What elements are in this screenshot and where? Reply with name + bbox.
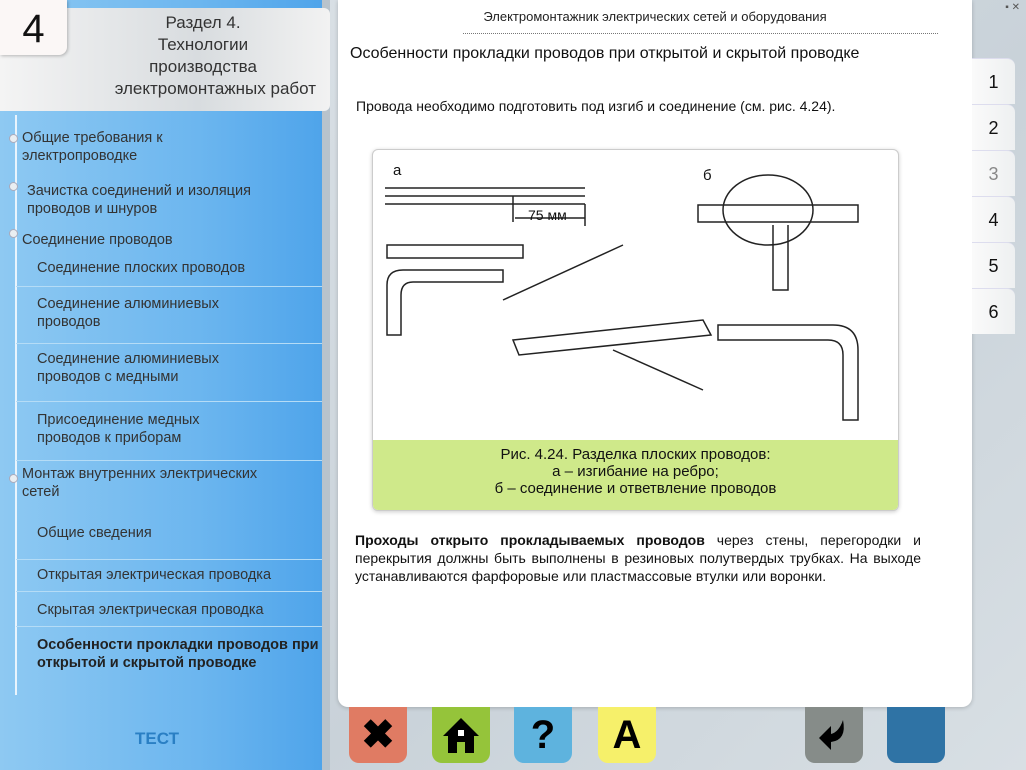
tab-page-2[interactable]: 2 bbox=[972, 104, 1015, 150]
sidebar-item[interactable]: Монтаж внутренних электрических сетей bbox=[22, 466, 258, 500]
body-bold: Проходы открыто прокладываемых проводов bbox=[355, 532, 705, 548]
caption-line: б – соединение и ответвление проводов bbox=[494, 480, 777, 497]
sidebar-item[interactable]: Общие сведения bbox=[16, 524, 322, 560]
next-button[interactable] bbox=[887, 707, 945, 763]
bullet-icon bbox=[9, 474, 18, 483]
tab-page-5[interactable]: 5 bbox=[972, 242, 1015, 288]
bullet-icon bbox=[9, 182, 18, 191]
intro-text: Провода необходимо подготовить под изгиб и соединение (см. рис. 4.24). bbox=[356, 98, 836, 114]
close-icon[interactable]: ✕ bbox=[1011, 2, 1020, 13]
window-controls bbox=[1005, 2, 1020, 13]
chapter-title-line: Раздел 4. bbox=[165, 13, 241, 32]
minimize-icon[interactable]: ▪ bbox=[1005, 2, 1009, 13]
body-text bbox=[355, 531, 921, 585]
chapter-title-line: производства bbox=[149, 57, 257, 76]
sidebar-item[interactable]: Общие требования к электропроводке bbox=[22, 130, 163, 164]
figure-caption bbox=[373, 440, 898, 510]
back-button[interactable] bbox=[805, 707, 863, 763]
home-icon bbox=[441, 716, 481, 754]
sidebar-item[interactable]: Открытая электрическая проводка bbox=[16, 566, 322, 592]
course-title: Электромонтажник электрических сетей и оборудования bbox=[483, 9, 827, 24]
caption-line: а – изгибание на ребро; bbox=[552, 463, 719, 480]
divider bbox=[463, 33, 938, 34]
chapter-title-line: Технологии bbox=[157, 35, 249, 54]
sidebar-item[interactable]: Соединение плоских проводов bbox=[16, 259, 322, 287]
sidebar bbox=[0, 0, 330, 770]
letter-a-icon: A bbox=[612, 712, 642, 757]
glossary-button[interactable] bbox=[598, 707, 656, 763]
bullet-icon bbox=[9, 229, 18, 238]
sidebar-item-active[interactable]: Особенности прокладки проводов при открытой и скрытой проводке bbox=[37, 637, 319, 671]
page-title: Особенности прокладки проводов при открытой и скрытой проводке bbox=[350, 45, 860, 62]
close-button[interactable] bbox=[349, 707, 407, 763]
return-arrow-icon bbox=[817, 718, 851, 752]
tab-page-1[interactable]: 1 bbox=[972, 58, 1015, 104]
sidebar-item[interactable]: Соединение алюминиевых проводов bbox=[16, 295, 322, 344]
body-rest: через стены, перегородки и перекрытия должны быть выполнены в резиновых полутвердых трубках. На выходе устанавливаются фарфоровые или пластмассовые втулки или воронки. bbox=[355, 532, 921, 584]
content-panel bbox=[338, 0, 972, 707]
test-button[interactable]: ТЕСТ bbox=[135, 729, 179, 748]
page-tabs bbox=[972, 58, 1015, 334]
close-x-icon: ✖ bbox=[361, 713, 395, 757]
sidebar-item[interactable]: Зачистка соединений и изоляция проводов и шнуров bbox=[27, 183, 251, 217]
caption-line: Рис. 4.24. Разделка плоских проводов: bbox=[500, 446, 771, 463]
chapter-title-line: электромонтажных работ bbox=[114, 79, 316, 98]
tab-page-3[interactable]: 3 bbox=[972, 150, 1015, 196]
home-button[interactable] bbox=[432, 707, 490, 763]
tab-page-4[interactable]: 4 bbox=[972, 196, 1015, 242]
bullet-icon bbox=[9, 134, 18, 143]
sidebar-item[interactable]: Скрытая электрическая проводка bbox=[16, 601, 322, 627]
tab-page-6[interactable]: 6 bbox=[972, 288, 1015, 334]
dimension-label: 75 мм bbox=[528, 207, 567, 223]
chapter-number: 4 bbox=[0, 0, 67, 55]
label-b: б bbox=[703, 167, 712, 184]
sidebar-item[interactable]: Присоединение медных проводов к приборам bbox=[16, 411, 322, 461]
sidebar-item[interactable]: Соединение проводов bbox=[22, 232, 173, 248]
help-button[interactable] bbox=[514, 707, 572, 763]
sidebar-item[interactable]: Соединение алюминиевых проводов с медными bbox=[16, 350, 322, 402]
question-icon: ? bbox=[530, 712, 556, 757]
wire-illustration bbox=[373, 150, 899, 442]
label-a: а bbox=[393, 162, 402, 179]
figure bbox=[372, 149, 899, 511]
